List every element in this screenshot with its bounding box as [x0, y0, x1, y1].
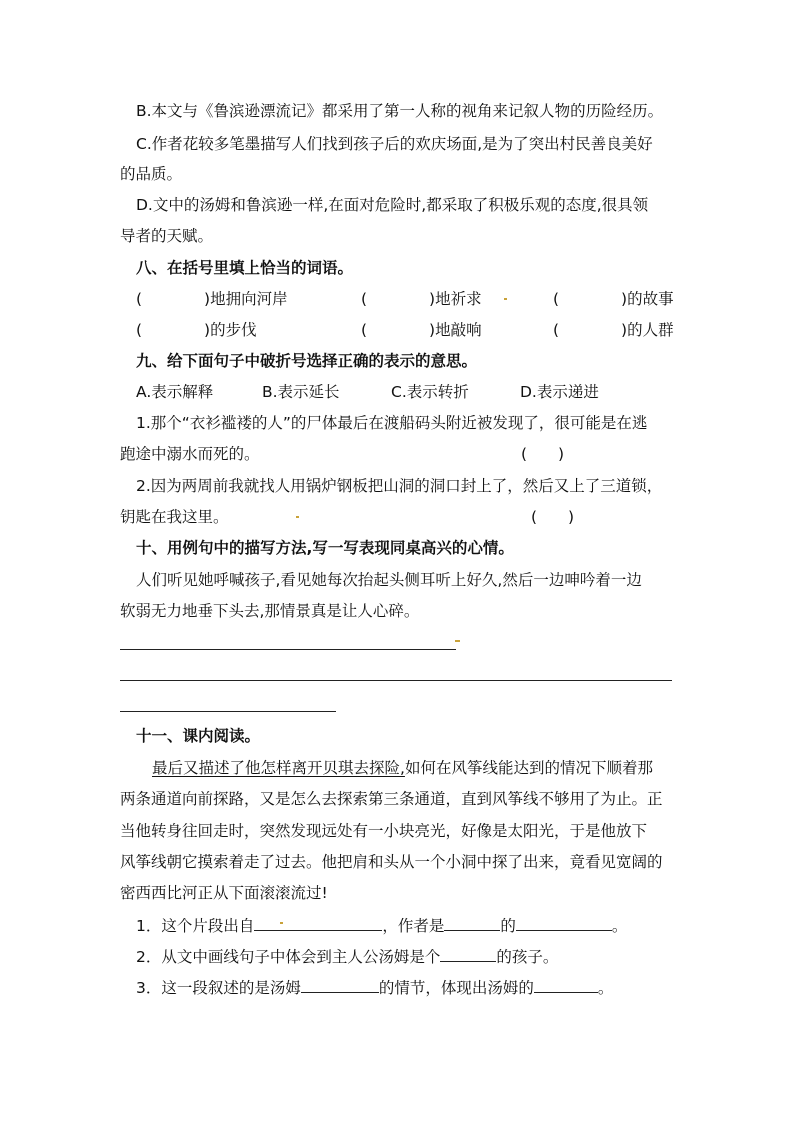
option-c-line2: 的品质。	[120, 165, 183, 183]
underlined-sentence: 最后又描述了他怎样离开贝琪去探险,	[152, 759, 405, 777]
fill-blank-1: ( )地拥向河岸	[136, 290, 288, 308]
q2-answer-paren: ( )	[531, 508, 575, 526]
section-11-title: 十一、课内阅读。	[136, 727, 261, 745]
passage-line1: 最后又描述了他怎样离开贝琪去探险,如何在风筝线能达到的情况下顺着那	[152, 759, 653, 777]
blank-author-nation[interactable]	[444, 914, 500, 931]
example-line1: 人们听见她呼喊孩子,看见她每次抬起头侧耳听上好久,然后一边呻吟着一边	[136, 571, 642, 589]
blank-character-trait[interactable]	[440, 945, 496, 962]
example-line2: 软弱无力地垂下头去,那情景真是让人心碎。	[120, 602, 420, 620]
q2-line1: 2.因为两周前我就找人用锅炉钢板把山洞的洞口封上了，然后又上了三道锁，	[136, 477, 663, 495]
fill-blank-6: ( )的人群	[553, 321, 674, 339]
fill-blank-5: ( )地敲响	[361, 321, 482, 339]
blank-source[interactable]	[254, 914, 382, 931]
fill-blank-3: ( )的故事	[553, 290, 674, 308]
option-d-line2: 导者的天赋。	[120, 227, 214, 245]
answer-line-3	[120, 711, 336, 712]
section-10-title: 十、用例句中的描写方法,写一写表现同桌高兴的心情。	[136, 539, 514, 557]
section-9-title: 九、给下面句子中破折号选择正确的表示的意思。	[136, 352, 478, 370]
fill-blank-4: ( )的步伐	[136, 321, 257, 339]
passage-line3: 当他转身往回走时，突然发现远处有一小块亮光，好像是太阳光，于是他放下	[120, 822, 648, 840]
reading-q1: 1．这个片段出自 ，作者是 的 。	[136, 914, 627, 936]
stray-mark	[296, 516, 299, 518]
reading-q2: 2．从文中画线句子中体会到主人公汤姆是个 的孩子。	[136, 945, 558, 967]
option-c-line1: C.作者花较多笔墨描写人们找到孩子后的欢庆场面,是为了突出村民善良美好	[136, 135, 653, 153]
section-8-title: 八、在括号里填上恰当的词语。	[136, 259, 354, 277]
q2-line2: 钥匙在我这里。	[120, 508, 229, 526]
option-d-line1: D.文中的汤姆和鲁滨逊一样,在面对危险时,都采取了积极乐观的态度,很具领	[136, 196, 649, 214]
fill-blank-2: ( )地祈求	[361, 290, 482, 308]
passage-line4: 风筝线朝它摸索着走了过去。他把肩和头从一个小洞中探了出来，竟看见宽阔的	[120, 853, 663, 871]
stray-mark	[504, 298, 507, 300]
option-a-explain: A.表示解释	[136, 383, 214, 401]
option-b: B.本文与《鲁滨逊漂流记》都采用了第一人称的视角来记叙人物的历险经历。	[136, 102, 664, 120]
q1-line2: 跑途中溺水而死的。	[120, 445, 260, 463]
blank-plot[interactable]	[301, 976, 379, 993]
option-c-turn: C.表示转折	[391, 383, 469, 401]
blank-author[interactable]	[516, 914, 612, 931]
blank-quality[interactable]	[534, 976, 598, 993]
q1-answer-paren: ( )	[521, 445, 565, 463]
option-b-extend: B.表示延长	[262, 383, 340, 401]
passage-line5: 密西西比河正从下面滚滚流过!	[120, 884, 328, 902]
stray-mark	[280, 922, 283, 924]
answer-line-1	[120, 649, 456, 650]
q1-line1: 1.那个“衣衫褴褛的人”的尸体最后在渡船码头附近被发现了，很可能是在逃	[136, 414, 648, 432]
option-d-progress: D.表示递进	[520, 383, 599, 401]
answer-line-2	[120, 680, 672, 681]
passage-line2: 两条通道向前探路，又是怎么去探索第三条通道，直到风筝线不够用了为止。正	[120, 790, 663, 808]
stray-mark	[455, 640, 460, 642]
reading-q3: 3．这一段叙述的是汤姆 的情节，体现出汤姆的 。	[136, 976, 613, 998]
